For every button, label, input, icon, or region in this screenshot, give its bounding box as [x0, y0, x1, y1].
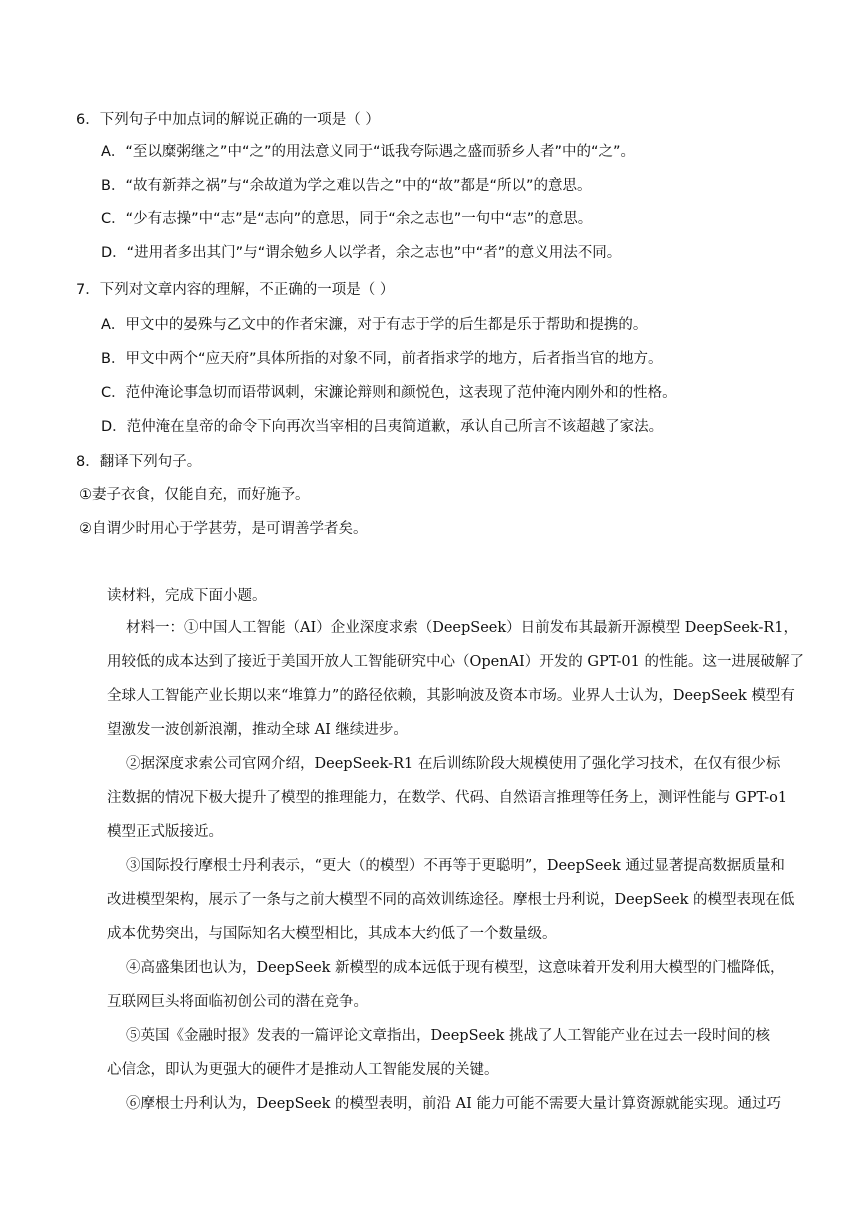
material-paragraph-2-line-3: 模型正式版接近。	[107, 824, 223, 840]
question-7-option-b: B．甲文中两个“应天府”具体所指的对象不同，前者指求学的地方，后者指当官的地方。	[101, 351, 663, 367]
translation-item-2: ②自谓少时用心于学甚劳，是可谓善学者矣。	[79, 521, 368, 537]
material-paragraph-5-line-1: ⑤英国《金融时报》发表的一篇评论文章指出，DeepSeek 挑战了人工智能产业在过去一段时间的核	[126, 1028, 771, 1044]
question-6-option-b: B．“故有新莽之祸”与“余故道为学之难以告之”中的“故”都是“所以”的意思。	[101, 178, 592, 194]
material-paragraph-2-line-1: ②据深度求索公司官网介绍，DeepSeek-R1 在后训练阶段大规模使用了强化学习技术，在仅有很少标	[126, 756, 781, 772]
question-6-option-d: D．“进用者多出其门”与“谓余勉乡人以学者，余之志也”中“者”的意义用法不同。	[101, 245, 622, 261]
material-paragraph-1-line-2: 用较低的成本达到了接近于美国开放人工智能研究中心（OpenAI）开发的 GPT-01 的性能。这一进展破解了	[107, 654, 804, 670]
material-paragraph-3-line-2: 改进模型架构，展示了一条与之前大模型不同的高效训练途径。摩根士丹利说，DeepSeek 的模型表现在低	[107, 892, 795, 908]
question-6-option-c: C．“少有志操”中“志”是“志向”的意思，同于“余之志也”一句中“志”的意思。	[101, 211, 593, 227]
question-7-option-c: C．范仲淹论事急切而语带讽刺，宋濂论辩则和颜悦色，这表现了范仲淹内刚外和的性格。	[101, 385, 677, 401]
material-paragraph-3-line-3: 成本优势突出，与国际知名大模型相比，其成本大约低了一个数量级。	[107, 926, 557, 942]
question-7-stem: 7．下列对文章内容的理解，不正确的一项是（ ）	[76, 282, 395, 298]
material-paragraph-3-line-1: ③国际投行摩根士丹利表示，“更大（的模型）不再等于更聪明”，DeepSeek 通过显著提高数据质量和	[126, 858, 785, 874]
material-paragraph-4-line-1: ④高盛集团也认为，DeepSeek 新模型的成本远低于现有模型，这意味着开发利用大模型的门槛降低，	[126, 960, 785, 976]
material-paragraph-5-line-2: 心信念，即认为更强大的硬件才是推动人工智能发展的关键。	[107, 1062, 499, 1078]
material-paragraph-6-line-1: ⑥摩根士丹利认为，DeepSeek 的模型表明，前沿 AI 能力可能不需要大量计算资源就能实现。通过巧	[126, 1096, 781, 1112]
question-6-option-a: A．“至以糜粥继之”中“之”的用法意义同于“诋我夸际遇之盛而骄乡人者”中的“之”。	[101, 144, 636, 160]
material-paragraph-1-line-3: 全球人工智能产业长期以来“堆算力”的路径依赖，其影响波及资本市场。业界人士认为，DeepSeek 模型有	[107, 688, 795, 704]
question-6-stem: 6．下列句子中加点词的解说正确的一项是（ ）	[76, 112, 380, 128]
translation-item-1: ①妻子衣食，仅能自充，而好施予。	[79, 487, 310, 503]
material-paragraph-1-line-1: 材料一：①中国人工智能（AI）企业深度求索（DeepSeek）日前发布其最新开源模型 DeepSeek-R1，	[126, 620, 798, 636]
material-paragraph-1-line-4: 望激发一波创新浪潮，推动全球 AI 继续进步。	[107, 722, 408, 738]
question-8-stem: 8．翻译下列句子。	[76, 454, 202, 470]
material-paragraph-4-line-2: 互联网巨头将面临初创公司的潜在竞争。	[107, 994, 368, 1010]
reading-intro: 读材料，完成下面小题。	[107, 588, 267, 604]
question-7-option-d: D．范仲淹在皇帝的命令下向再次当宰相的吕夷简道歉，承认自己所言不该超越了家法。	[101, 419, 664, 435]
question-7-option-a: A．甲文中的晏殊与乙文中的作者宋濂，对于有志于学的后生都是乐于帮助和提携的。	[101, 317, 648, 333]
material-paragraph-2-line-2: 注数据的情况下极大提升了模型的推理能力，在数学、代码、自然语言推理等任务上，测评性能与 GPT-o1	[107, 790, 788, 806]
